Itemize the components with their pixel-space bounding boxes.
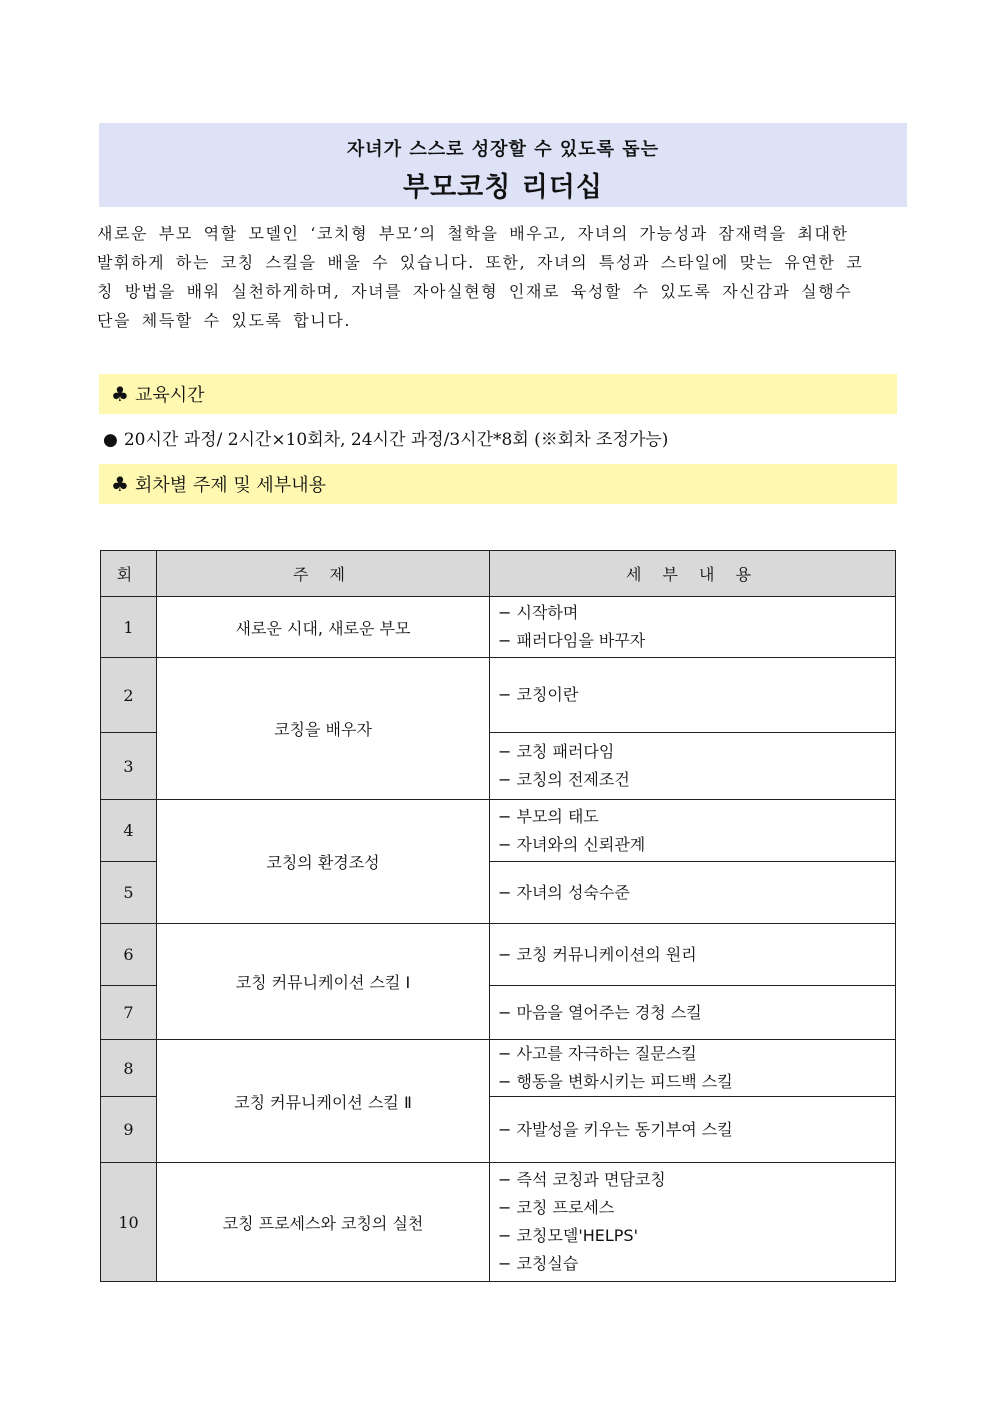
table-row (101, 658, 896, 733)
intro-line: 단을 체득할 수 있도록 합니다. (97, 311, 352, 330)
detail-item: − 부모의 태도 (498, 806, 599, 826)
detail-item: − 즉석 코칭과 면담코칭 (498, 1170, 666, 1189)
detail-item: − 사고를 자극하는 질문스킬 (498, 1044, 697, 1063)
detail-item: − 패러다임을 바꾸자 (498, 631, 646, 650)
intro-line: 칭 방법을 배워 실천하게하며, 자녀를 자아실현형 인재로 육성할 수 있도록 자신감과 실행수 (97, 282, 853, 301)
title-banner (99, 123, 907, 207)
session-details (490, 1097, 896, 1163)
session-details (490, 733, 896, 800)
detail-item: − 자녀와의 신뢰관계 (498, 834, 646, 854)
club-suit-icon: ♣ (111, 382, 129, 406)
session-details (490, 1163, 896, 1282)
session-topic: 코칭의 환경조성 (157, 800, 490, 924)
detail-item: − 마음을 열어주는 경청 스킬 (498, 1002, 702, 1022)
session-topic: 코칭을 배우자 (157, 658, 490, 800)
detail-item: − 코칭의 전제조건 (498, 770, 630, 789)
session-number: 8 (101, 1040, 157, 1097)
session-topic: 코칭 커뮤니케이션 스킬 Ⅱ (157, 1040, 490, 1163)
header-details: 세 부 내 용 (490, 551, 896, 597)
header-session: 회 (101, 551, 157, 597)
session-details (490, 658, 896, 733)
table-row (101, 1163, 896, 1282)
detail-item: − 코칭실습 (498, 1254, 579, 1273)
table-row (101, 597, 896, 658)
table-header-row (101, 551, 896, 597)
page-title: 부모코칭 리더십 (403, 172, 603, 203)
bullet-dot-icon: ● (103, 430, 118, 450)
section-heading-label: 회차별 주제 및 세부내용 (134, 475, 326, 496)
page-subtitle: 자녀가 스스로 성장할 수 있도록 돕는 (346, 139, 660, 160)
time-detail-text: 20시간 과정/ 2시간×10회차, 24시간 과정/3시간*8회 (※회차 조정가능) (123, 430, 669, 450)
intro-line: 발휘하게 하는 코칭 스킬을 배울 수 있습니다. 또한, 자녀의 특성과 스타일에 맞는 유연한 코 (97, 253, 864, 272)
table-row (101, 924, 896, 986)
session-number: 1 (101, 597, 157, 658)
section-heading-topics (99, 464, 897, 504)
table-row (101, 800, 896, 862)
session-topic: 코칭 프로세스와 코칭의 실천 (157, 1163, 490, 1282)
session-number: 4 (101, 800, 157, 862)
session-number: 10 (101, 1163, 157, 1282)
detail-item: − 코칭 패러다임 (498, 742, 615, 761)
table-row (101, 1040, 896, 1097)
detail-item: − 행동을 변화시키는 피드백 스킬 (498, 1072, 733, 1091)
session-details (490, 597, 896, 658)
session-number: 5 (101, 862, 157, 924)
session-details (490, 800, 896, 862)
session-details (490, 862, 896, 924)
detail-item: − 코칭 프로세스 (498, 1198, 615, 1217)
intro-line: 새로운 부모 역할 모델인 ‘코치형 부모’의 철학을 배우고, 자녀의 가능성과 잠재력을 최대한 (97, 224, 849, 243)
schedule-table (100, 550, 896, 1282)
session-number: 3 (101, 733, 157, 800)
detail-item: − 코칭 커뮤니케이션의 원리 (498, 944, 697, 964)
detail-item: − 자발성을 키우는 동기부여 스킬 (498, 1119, 733, 1139)
session-number: 6 (101, 924, 157, 986)
club-suit-icon: ♣ (111, 472, 129, 496)
session-topic: 새로운 시대, 새로운 부모 (157, 597, 490, 658)
detail-item: − 시작하며 (498, 603, 579, 622)
section-heading-label: 교육시간 (134, 385, 205, 406)
header-topic: 주 제 (157, 551, 490, 597)
section-heading-time (99, 374, 897, 414)
session-number: 7 (101, 986, 157, 1040)
session-details (490, 924, 896, 986)
session-number: 2 (101, 658, 157, 733)
session-details (490, 986, 896, 1040)
intro-paragraph (97, 219, 897, 335)
session-number: 9 (101, 1097, 157, 1163)
detail-item: − 코칭모델'HELPS' (498, 1226, 638, 1245)
detail-item: − 코칭이란 (498, 685, 579, 704)
time-detail (103, 425, 668, 450)
detail-item: − 자녀의 성숙수준 (498, 882, 630, 902)
session-details (490, 1040, 896, 1097)
session-topic: 코칭 커뮤니케이션 스킬 Ⅰ (157, 924, 490, 1040)
